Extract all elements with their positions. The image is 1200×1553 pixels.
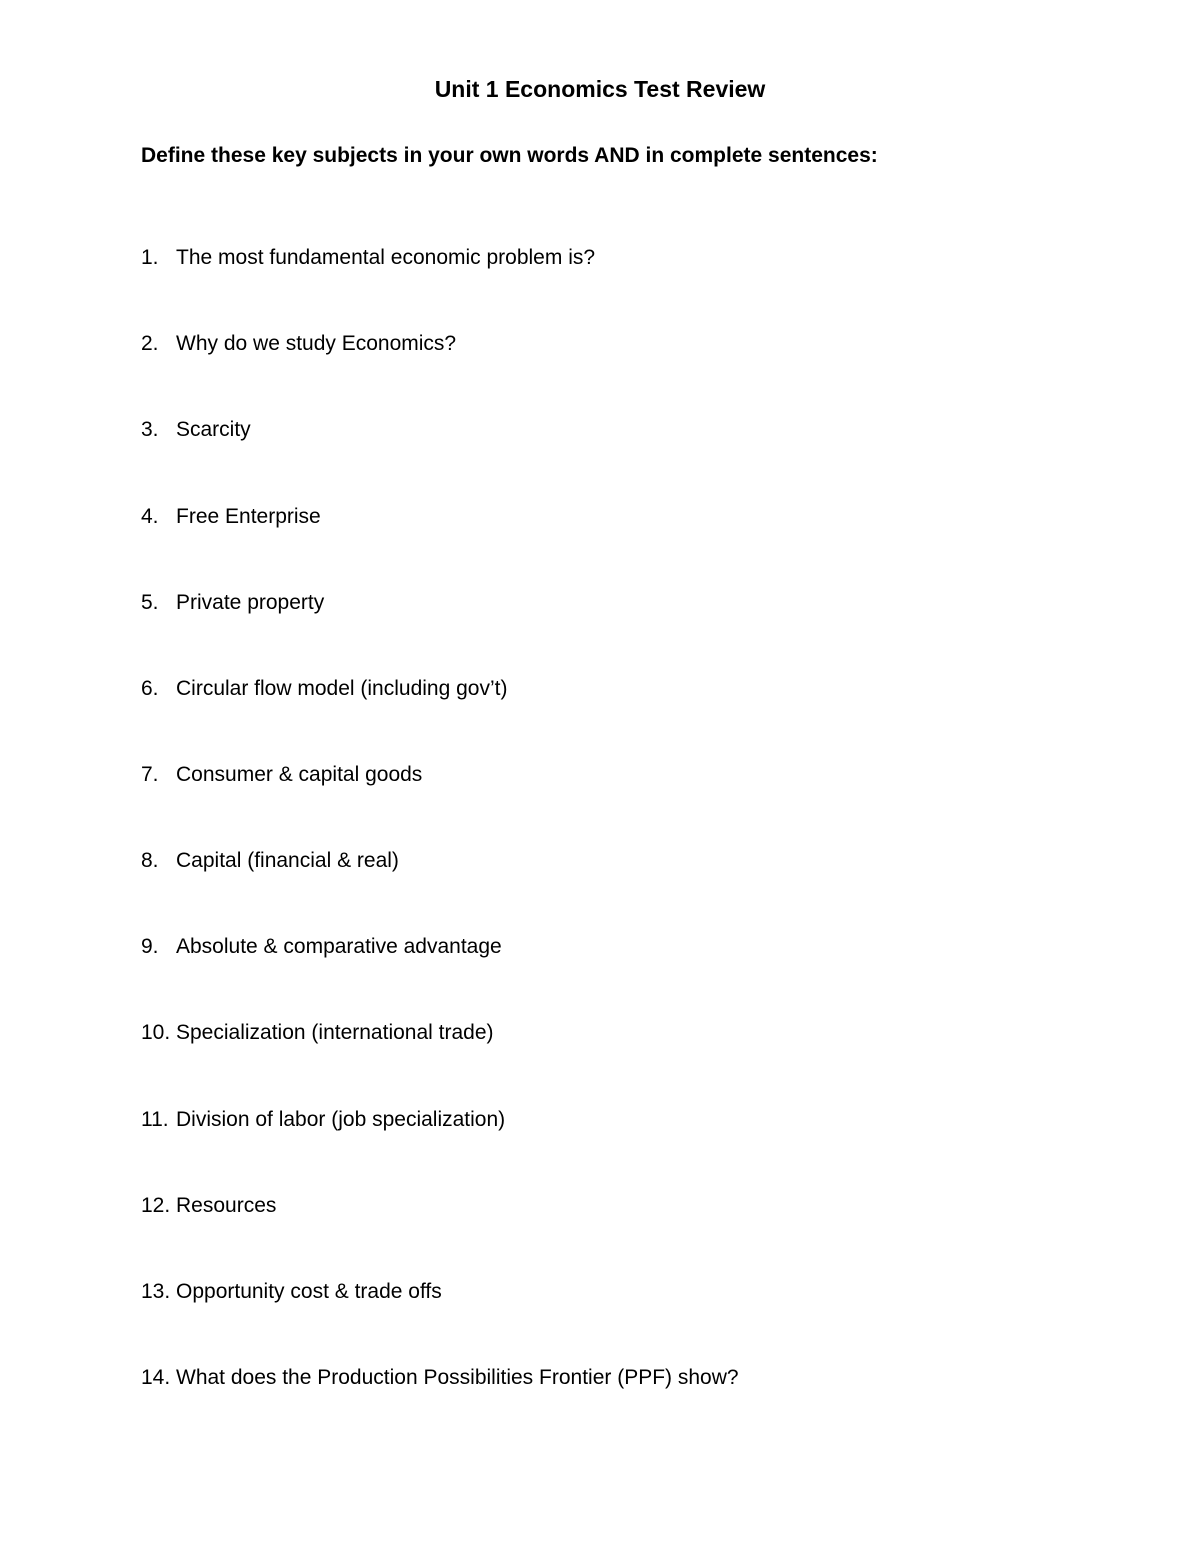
item-text: Why do we study Economics? <box>176 332 457 355</box>
item-text: Circular flow model (including gov’t) <box>176 677 508 700</box>
item-text: Free Enterprise <box>176 505 321 528</box>
item-text: Scarcity <box>176 418 251 441</box>
item-number: 10. <box>141 1021 171 1044</box>
item-text: What does the Production Possibilities Frontier (PPF) show? <box>176 1366 739 1389</box>
instructions: Define these key subjects in your own words AND in complete sentences: <box>141 144 878 167</box>
item-number: 14. <box>141 1366 171 1389</box>
item-text: Specialization (international trade) <box>176 1021 494 1044</box>
list-item <box>141 1362 739 1394</box>
item-text: Private property <box>176 591 325 614</box>
page-title: Unit 1 Economics Test Review <box>434 76 766 102</box>
item-number: 5. <box>141 591 159 614</box>
list-item <box>141 673 507 705</box>
list-item <box>141 414 251 446</box>
item-text: The most fundamental economic problem is? <box>176 246 596 269</box>
list-item <box>141 1104 505 1136</box>
list-item <box>141 845 399 877</box>
item-number: 6. <box>141 677 159 700</box>
item-number: 7. <box>141 763 159 786</box>
item-text: Absolute & comparative advantage <box>176 935 502 958</box>
list-item <box>141 501 321 533</box>
list-item <box>141 242 595 274</box>
list-item <box>141 1276 442 1308</box>
list-item <box>141 587 324 619</box>
item-number: 1. <box>141 246 159 269</box>
item-text: Division of labor (job specialization) <box>176 1108 506 1131</box>
item-text: Opportunity cost & trade offs <box>176 1280 442 1303</box>
list-item <box>141 1017 494 1049</box>
item-text: Consumer & capital goods <box>176 763 423 786</box>
item-number: 11. <box>141 1108 169 1131</box>
item-number: 12. <box>141 1194 171 1217</box>
item-text: Resources <box>176 1194 277 1217</box>
list-item <box>141 328 456 360</box>
list-item <box>141 931 502 963</box>
list-item <box>141 759 422 791</box>
list-item <box>141 1190 276 1222</box>
item-number: 13. <box>141 1280 171 1303</box>
item-number: 4. <box>141 505 159 528</box>
item-text: Capital (financial & real) <box>176 849 399 872</box>
item-number: 9. <box>141 935 159 958</box>
item-number: 2. <box>141 332 159 355</box>
item-number: 8. <box>141 849 159 872</box>
item-number: 3. <box>141 418 159 441</box>
